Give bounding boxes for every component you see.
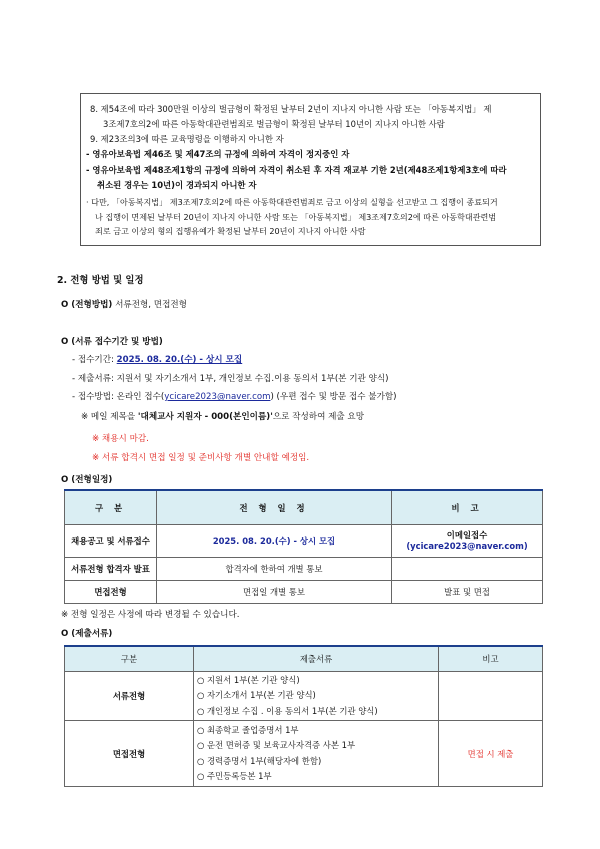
schedule-title: O (전형일정)	[61, 475, 113, 485]
note-line-1: · 다만, 「아동복지법」 제3조제7호의2에 따른 아동학대관련범죄로 금고 이상의 실형을 선고받고 그 집행이 종료되거	[86, 197, 498, 207]
list-item: ○ 지원서 1부(본 기관 양식)	[197, 674, 300, 685]
method-value: 서류전형, 면접전형	[112, 300, 187, 310]
docs-row-screening-note	[439, 672, 543, 721]
schedule-row-1-note-line-1: 이메일접수	[446, 530, 488, 540]
list-item: ○ 경력증명서 1부(해당자에 한함)	[197, 755, 322, 766]
period-prefix: - 접수기간:	[72, 355, 117, 365]
schedule-note: ※ 전형 일정은 사정에 따라 변경될 수 있습니다.	[61, 610, 240, 620]
item-9: 9. 제23조의3에 따른 교육명령을 이행하지 아니한 자	[90, 134, 284, 144]
schedule-row-1-note	[392, 525, 543, 558]
method-detail	[72, 391, 397, 403]
schedule-header-note: 비 고	[392, 490, 543, 525]
doc-period-title: O (서류 접수기간 및 방법)	[61, 337, 163, 347]
docs-header-category: 구분	[65, 646, 194, 672]
schedule-table	[64, 489, 543, 604]
list-item: ○ 운전 면허증 및 보육교사자격증 사본 1부	[197, 740, 356, 750]
item-8-line-2: 3조제7호의2에 따른 아동학대관련범죄로 벌금형이 확정된 날부터 10년이 지나지 아니한 사람	[103, 119, 445, 129]
schedule-row-3-date: 면접일 개별 통보	[157, 581, 392, 604]
schedule-row-1-date: 2025. 08. 20.(수) - 상시 모집	[157, 525, 392, 558]
note-line-3: 죄로 금고 이상의 형의 집행유예가 확정된 날부터 20년이 지나지 아니한 사람	[95, 226, 366, 236]
list-item: ○ 자기소개서 1부(본 기관 양식)	[197, 690, 316, 701]
mail-note-suffix: 으로 작성하여 제출 요망	[272, 412, 365, 422]
submit-docs: - 제출서류: 지원서 및 자기소개서 1부, 개인정보 수집.이용 동의서 1부(본 기관 양식)	[72, 374, 389, 384]
note-line-2: 나 집행이 면제된 날부터 20년이 지나지 아니한 사람 또는 「아동복지법」 제3조제7호의2에 따른 아동학대관련범	[95, 212, 497, 222]
schedule-header-category: 구 분	[65, 490, 157, 525]
docs-row-interview-note: 면접 시 제출	[439, 721, 543, 787]
docs-header-documents: 제출서류	[194, 646, 439, 672]
docs-header-note: 비고	[439, 646, 543, 672]
schedule-row-2-category: 서류전형 합격자 발표	[65, 558, 157, 581]
docs-row-screening-items	[194, 672, 439, 721]
period-value: 2025. 08. 20.(수) - 상시 모집	[116, 355, 243, 365]
mail-note-prefix: ※ 메일 제목을	[81, 412, 138, 422]
schedule-row-2-date: 합격자에 한하여 개별 통보	[157, 558, 392, 581]
docs-row-interview-items	[194, 721, 439, 787]
list-item: ○ 최종학교 졸업증명서 1부	[197, 724, 299, 735]
schedule-row-2-note	[392, 558, 543, 581]
bullet-suspended: - 영유아보육법 제46조 및 제47조의 규정에 의하여 자격이 정지중인 자	[86, 149, 350, 159]
method-suffix: ) (우편 접수 및 방문 접수 불가함)	[270, 392, 397, 402]
docs-table	[64, 645, 543, 787]
bullet-revoked-line-2: 취소된 경우는 10년)이 경과되지 아니한 자	[97, 180, 257, 190]
method-prefix: - 접수방법: 온라인 접수(	[72, 392, 165, 402]
item-8-line-1: 8. 제54조에 따라 300만원 이상의 벌금형이 확정된 날부터 2년이 지나지 아니한 사람 또는 「아동복지법」 제	[90, 104, 492, 114]
schedule-row-1-email[interactable]: (ycicare2023@naver.com)	[406, 541, 528, 551]
period-line	[72, 354, 242, 366]
mail-note	[81, 411, 364, 423]
bullet-revoked-line-1: - 영유아보육법 제48조제1항의 규정에 의하여 자격이 취소된 후 자격 재교부 기한 2년(제48조제1항제3호에 따라	[86, 165, 507, 175]
schedule-row-1-category: 채용공고 및 서류접수	[65, 525, 157, 558]
list-item: ○ 주민등록등본 1부	[197, 771, 272, 781]
schedule-header-date: 전 형 일 정	[157, 490, 392, 525]
note-interview: ※ 서류 합격시 면접 일정 및 준비사항 개별 안내할 예정임.	[92, 453, 310, 463]
docs-title: O (제출서류)	[61, 629, 113, 639]
mail-note-bold: '대체교사 지원자 - 000(본인이름)'	[137, 412, 273, 422]
schedule-row-3-note: 발표 및 면접	[392, 581, 543, 604]
method-line	[61, 299, 187, 311]
section-title: 2. 전형 방법 및 일정	[57, 275, 144, 286]
schedule-row-3-category: 면접전형	[65, 581, 157, 604]
email-link[interactable]: ycicare2023@naver.com	[164, 392, 271, 402]
list-item: ○ 개인정보 수집 . 이용 동의서 1부(본 기관 양식)	[197, 705, 378, 716]
note-closing: ※ 채용시 마감.	[92, 434, 149, 444]
method-label: O (전형방법)	[61, 300, 113, 310]
docs-row-interview-category: 면접전형	[65, 721, 194, 787]
docs-row-screening-category: 서류전형	[65, 672, 194, 721]
